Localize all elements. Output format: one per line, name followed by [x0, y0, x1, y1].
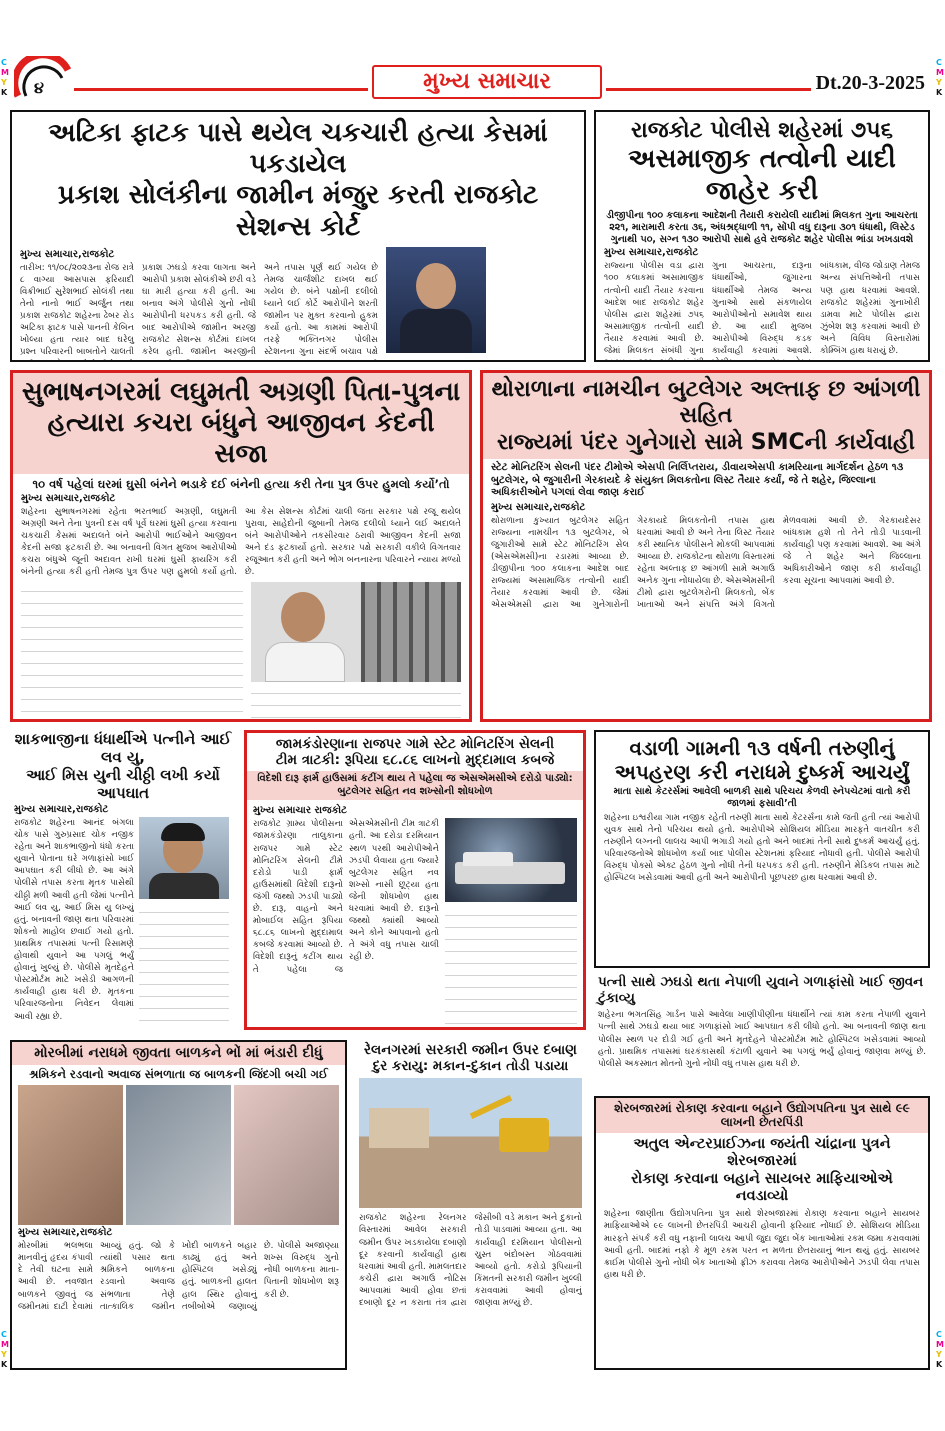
- story-body: રાજકોટ ગ્રામ્ય પોલીસના જામકંડોરણા તાલુકાના રાજપર ગામે સ્ટેટ મોનિટરિંગ સેલની ટીમે દરોડો પાડી ફાર્મ હાઉસમાંથી વિદેશી દારૂનો જંગી જથ્થો ઝડપી પાડ્યો છે. દારૂ, વાહનો અને મોબાઈલ સહિત રૂપિયા ૬૮.૮૬ લાખનો મુદ્દામાલ કબજે કરવામાં આવ્યો છે. વિદેશી દારૂનું કટીંગ થાય તે પહેલા જ એસએમસીની ટીમ ત્રાટકી હતી. આ દરોડા દરમિયાન સ્થળ પરથી આરોપીઓને ઝડપી લેવાયા હતા જ્યારે બુટલેગર સહિત નવ શખ્સો નાસી છૂટ્યા હતા જેની શોધખોળ હાથ ધરવામાં આવી છે. દારૂનો જથ્થો ક્યાંથી આવ્યો અને કોને આપવાનો હતો તે અંગે વધુ તપાસ ચાલી રહી છે.: [253, 819, 439, 975]
- story-body-continued: [386, 357, 576, 362]
- story-headline: રાજકોટ પોલીસે શહેરમાં ૭૫૬: [631, 118, 893, 143]
- story-headline: જામકંડોરણાના રાજપર ગામે સ્ટેટ મોનિટરિંગ સેલની: [275, 736, 555, 752]
- page-masthead: [10, 64, 935, 102]
- lawyer-portrait-photo: [386, 247, 486, 353]
- cmyk-marks-bottom-left: [1, 1330, 9, 1370]
- section-title: મુખ્ય સમાચાર: [372, 65, 602, 99]
- story-body-continued: [139, 903, 229, 1030]
- story-body: રાજ્યના પોલીસ વડા દ્વારા ૧૦૦ કલાકમાં અસામાજીક તત્વોની યાદી તૈયાર કરવાના આદેશ બાદ રાજકોટ શહેર પોલીસ દ્વારા શહેરમાં ૭૫૬ અસામાજીક તત્વોની યાદી તૈયાર કરવામાં આવી છે. જેમાં મિલકત સંબંધી ગુના ગુના આચરતા, દારૂના ધંધાર્થીઓ, જુગારના ધંધાર્થીઓ તેમજ અન્ય ગુનાઓ સાથે સંકળાયેલ આરોપીઓનો સમાવેશ થાય છે. આ યાદી મુજબ આરોપીઓ વિરુદ્ધ કડક કાર્યવાહી કરવામાં આવશે. બાંધકામ, વીજ જોડાણ તેમજ અન્ય સંપત્તિઓની તપાસ પણ હાથ ધરવામાં આવશે. રાજકોટ શહેરમાં ગુનાખોરી ડામવા માટે પોલીસ દ્વારા ઝુંબેશ શરૂ કરવામાં આવી છે અને વિવિધ વિસ્તારોમાં કોમ્બિંગ હાથ ધરાયું છે.: [604, 261, 920, 357]
- story-subheadline: વિદેશી દારૂ ફાર્મ હાઉસમાં કટીંગ થાય તે પહેલા જ એસએમસીએ દરોડો પાડ્યો: બુટલેગર સહિત નવ શખ્સોની શોધખોળ: [257, 773, 573, 797]
- story-subheadline: માતા સાથે કેટરર્સમાં આવેલી બાળકી સાથે પરિચય કેળવી સ્નેપચેટમાં વાતો કરી જાળમાં ફસાવી’તી: [613, 786, 911, 809]
- story-headline: ટીમ ત્રાટકી: રૂપિયા ૬૮.૮૬ લાખનો મુદ્દામાલ કબજે: [275, 752, 555, 769]
- story-body-continued: [251, 684, 461, 722]
- story-body: શહેરના સુભાષનગરમાં રહેતા ભરતભાઈ અગ્રણી, લઘુમતી અગ્રણી અને તેના પુત્રની દસ વર્ષ પૂર્વે ઘરમાં ઘુસી હત્યા કરવાના ચકચારી કેસમાં અદાલતે બંને આરોપી ભાઈઓને આજીવન કેદની સજા ફટકારી છે. આ બનાવની વિગત મુજબ આરોપીઓ કચરા બંધુએ જૂની અદાવત રાખી ઘરમાં ઘુસી ફાયરિંગ કરી બંનેની હત્યા કરી હતી તેમજ પુત્ર ઉપર પણ હુમલો કર્યો હતો. આ કેસ સેશન્સ કોર્ટમાં ચાલી જતા સરકાર પક્ષે રજૂ થયેલ પુરાવા, સાહેદોની જુબાની તેમજ દલીલો ધ્યાને લઈ અદાલતે બંને આરોપીઓને તકસીરવાર ઠરાવી આજીવન કેદની સજા અને દંડ ફટકાર્યો હતો. સરકાર પક્ષે સરકારી વકીલે વિગતવાર રજૂઆત કરી હતી અને ભોગ બનનારના પરિવારને ન્યાય મળ્યો છે.: [21, 506, 461, 578]
- story-byline: મુખ્ય સમાચાર,રાજકોટ: [491, 501, 586, 513]
- story-morbi-infant-buried: [10, 1040, 347, 1370]
- cmyk-y: Y: [936, 78, 942, 87]
- story-headline: વડાળી ગામની ૧૩ વર્ષની તરુણીનું: [629, 736, 895, 760]
- story-subheadline: સ્ટેટ મોનિટરિંગ સેલની પંદર ટીમોએ એસપી નિર્લિપ્તરાય, ડીવાયએસપી કામરિયાના માર્ગદર્શન હેઠળ ૧૩ બુટલેગર, બે જુગારીની ગેરકાયદે કે સંયુક્ત મિલકતોના લિસ્ટ તૈયાર કર્યાં, જે તે શહેર, જિલ્લાના અધિકારીઓને પગલાં લેવા જાણ કરાઈ: [491, 462, 904, 499]
- story-atika-murder-bail: [10, 110, 586, 362]
- story-body: તારીખ: ૧૧/૦૮/૨૦૨૩ના રોજ રાત્રે ૮ વાગ્યા આસપાસ ફરિયાદી વિક્રીભાઈ સુરેશભાઈ સોલંકી તથા તેનો નાનો ભાઈ અર્જુન તથા પ્રકાશ રાજકોટ શહેરના ઢેબર રોડ અટિકા ફાટક પાસે પાનની કેબિન ખોલ્યા હતા ત્યાર બાદ ઘરેલુ પ્રશ્ન પરિવારની બાબતોને ચાલતી પ્રકાશ ઝઘડો કરવા લાગતા અને આરોપી પ્રકાશ સોલંકીએ છરી વડે ઘા મારી હત્યા કરી હતી. આ બનાવ અંગે પોલીસે ગુનો નોંધી આરોપીની ધરપકડ કરી હતી. જે બાદ આરોપીએ જામીન અરજી રાજકોટ સેશન્સ કોર્ટમાં દાખલ કરેલ હતી. જામીન અરજીની અને તપાસ પૂર્ણ થઈ ગયેલ છે તેમજ ચાર્જશીટ દાખલ થઈ ગયેલ છે. બંને પક્ષોની દલીલો ધ્યાને લઈ કોર્ટે આરોપીને શરતી જામીન પર મુક્ત કરવાનો હુકમ કર્યો હતો. આ કામમાં આરોપી તરફે ભક્તિનગર પોલીસ સ્ટેશનના ગુના સંદર્ભે બચાવ પક્ષે: [20, 262, 378, 358]
- cmyk-y: Y: [936, 1350, 942, 1359]
- story-byline: મુખ્ય સમાચાર,રાજકોટ: [18, 1227, 113, 1239]
- story-body: રાજકોટ શહેરના આનંદ બંગલા ચોક પાસે ગુરુપ્રસાદ ચોક નજીક રહેતા અને શાકભાજીનો ધંધો કરતા યુવાને પોતાના ઘરે ગળાફાંસો ખાઈ આપઘાત કરી લીધો છે. આ અંગે પોલીસે તપાસ કરતા મૃતક પાસેથી ચીઠ્ઠી મળી આવી હતી જેમાં પત્નીને આઈ લવ યુ, આઈ મિસ યુ લખ્યું હતું. બનાવની જાણ થતા પરિવારમાં શોકનો માહોલ છવાઈ ગયો હતો. પ્રાથમિક તપાસમાં પત્ની રિસામણે હોવાથી યુવાને આ પગલું ભર્યું હોવાનું ખુલ્યું છે. પોલીસે મૃતદેહને પોસ્ટમોર્ટમ માટે ખસેડી આગળની કાર્યવાહી હાથ ધરી છે. મૃતકના પરિવારજનોના નિવેદન લેવામાં આવી રહ્યા છે.: [14, 818, 134, 1022]
- cmyk-marks-bottom-right: [936, 1330, 944, 1370]
- issue-date: Dt.20-3-2025: [815, 72, 925, 94]
- cmyk-marks-top-left: [1, 58, 9, 98]
- story-headline: રાજ્યમાં પંદર ગુનેગારો સામે SMCની કાર્યવાહી: [497, 429, 915, 455]
- story-headline: અપહરણ કરી નરાધમે દુષ્કર્મ આચર્યું: [614, 760, 910, 784]
- story-headline: આઈ મિસ યુની ચીઠ્ઠી લખી કર્યો આપઘાત: [26, 766, 220, 802]
- story-nepali-youth-suicide: [594, 972, 930, 1092]
- cmyk-m: M: [936, 1340, 944, 1349]
- story-subheadline: રોકાણ કરવાના બહાને સાયબર માફિયાઓએ નવડાવ્યો: [631, 1170, 893, 1204]
- cmyk-k: K: [936, 88, 943, 97]
- story-railnagar-demolition: [355, 1040, 586, 1370]
- story-headline: સુભાષનગરમાં લઘુમતી અગ્રણી પિતા-પુત્રના: [21, 377, 461, 407]
- story-subheadline: ડીજીપીના ૧૦૦ કલાકના આદેશની તૈયારી કરાયેલી યાદીમાં મિલકત ગુના આચરતા ૨૨૧, મારામારી કરતા ૩૬, અંધશ્રદ્ધાળી ૧૧, સોંપી વધુ દારૂના ૩૦૧ ધંધાથી, લિસ્ટેડ ગુનાથી ૫૦, સગ્ન ૧૩૦ આરોપી સાથે હવે રાજકોટ શહેર પોલીસ ભાંડા ખખડાવશે: [606, 209, 918, 245]
- cmyk-m: M: [1, 1340, 9, 1349]
- story-body: શહેરના ઇશ્વરીયા ગામ નજીક રહેતી તરુણી માતા સાથે કેટરર્સના કામે જતી હતી ત્યાં આરોપી યુવક સાથે તેનો પરિચય થયો હતો. આરોપીએ સોશિયલ મીડિયા મારફતે વાતચીત કરી તરુણીને લગ્નની લાલચ આપી ભગાડી ગયો હતો અને બાદમાં તેની સાથે દુષ્કર્મ આચર્યું હતું. પરિવારજનોએ શોધખોળ કર્યા બાદ પોલીસ સ્ટેશનમાં ફરિયાદ નોંધાવી હતી. પોલીસે આરોપી વિરુદ્ધ પોક્સો એક્ટ હેઠળ ગુનો નોંધી તેની ધરપકડ કરી હતી. તરુણીને મેડિકલ તપાસ માટે હોસ્પિટલ ખસેડવામાં આવી હતી અને આરોપીની પૂછપરછ હાથ ધરવામાં આવી છે.: [604, 812, 920, 884]
- story-subheadline: અતુલ એન્ટરપ્રાઈઝના જયંતી ચાંદ્રાના પુત્રને શેરબજારમાં: [633, 1135, 891, 1170]
- story-vegetable-vendor-suicide: [10, 730, 236, 1030]
- story-headline: થોરાળાના નામચીન બુટલેગર અલ્તાફ છ આંગળી સહિત: [491, 377, 921, 429]
- story-subheadline: ૧૦ વર્ષ પહેલાં ઘરમાં ઘુસી બંનેને ભડાકે દઈ બંનેની હત્યા કરી તેના પુત્ર ઉપર હુમલો કર્યો’તો: [32, 476, 450, 491]
- story-headline: અસમાજીક તત્વોની યાદી જાહેર કરી: [628, 144, 896, 206]
- accused-and-jail-photo: [251, 582, 461, 682]
- cmyk-y: Y: [1, 78, 7, 87]
- story-vadali-girl-abduction: [594, 730, 930, 968]
- cmyk-k: K: [1, 1360, 8, 1369]
- story-headline: મોરબીમાં નરાધમે જીવતા બાળકને ભોં માં ભંડારી દીધું: [34, 1045, 323, 1061]
- story-headline: દુર કરાયુ: મકાન-દુકાન તોડી પડાયા: [372, 1058, 569, 1075]
- page-number: ૪: [34, 78, 44, 97]
- story-body: થોરાળાના કુખ્યાત બુટલેગર સહિત રાજ્યના નામચીન ૧૩ બુટલેગર, બે જુગારીઓ સામે સ્ટેટ મોનિટરિંગ સેલ (એસએમસી)ના રડારમાં આવ્યા છે. ડીજીપીના ૧૦૦ કલાકના આદેશ બાદ રાજ્યમાં અસામાજિક તત્વોની યાદી તૈયાર કરવામાં આવી છે. જેમાં એસએમસી દ્વારા આ ગુનેગારોની ગેરકાયદે મિલકતોની તપાસ હાથ ધરવામાં આવી છે અને તેના લિસ્ટ તૈયાર કરી સ્થાનિક પોલીસને મોકલી આપવામાં આવ્યા છે. રાજકોટના થોરાળા વિસ્તારમાં રહેતા અલ્તાફ છ આંગળી સામે અગાઉ અનેક ગુના નોંધાયેલા છે. એસએમસીની ટીમો દ્વારા બુટલેગરોની મિલકતો, બેંક ખાતાઓ અને સંપત્તિ અંગે વિગતો મેળવવામાં આવી છે. ગેરકાયદેસર બાંધકામ હશે તો તેને તોડી પાડવાની કાર્યવાહી પણ કરવામાં આવશે. આ અંગે જે તે શહેર અને જિલ્લાના અધિકારીઓને જાણ કરી કાર્યવાહી કરવા સૂચના આપવામાં આવી છે.: [491, 515, 921, 611]
- story-byline: મુખ્ય સમાચાર રાજકોટ: [253, 805, 347, 817]
- cmyk-marks-top-right: [936, 58, 944, 98]
- story-body: રાજકોટ શહેરના રેલનગર વિસ્તારમાં આવેલ સરકારી જમીન ઉપર ખડકાયેલા દબાણો દૂર કરવાની કાર્યવાહી હાથ ધરવામાં આવી હતી. મામલતદાર કચેરી દ્વારા અગાઉ નોટિસ આપવામાં આવી હોવા છતાં દબાણો દૂર ન કરાતા તંત્ર દ્વારા જેસીબી વડે મકાન અને દુકાનો તોડી પાડવામાં આવ્યા હતા. આ કાર્યવાહી દરમિયાન પોલીસનો ચુસ્ત બંદોબસ્ત ગોઠવવામાં આવ્યો હતો. કરોડો રૂપિયાની કિંમતની સરકારી જમીન ખુલ્લી કરાવવામાં આવી હોવાનું જાણવા મળ્યું છે.: [359, 1213, 582, 1309]
- story-byline: મુખ્ય સમાચાર,રાજકોટ: [20, 248, 115, 260]
- cmyk-y: Y: [1, 1350, 7, 1359]
- story-headline: શેરબજારમાં રોકાણ કરવાના બહાને ઉદ્યોગપતિના પુત્ર સાથે ૯૯ લાખની છેતરપિંડી: [614, 1101, 910, 1130]
- story-byline: મુખ્ય સમાચાર,રાજકોટ: [604, 247, 699, 259]
- cmyk-c: C: [1, 1330, 7, 1339]
- cmyk-c: C: [1, 58, 7, 67]
- story-subheadline: શ્રમિકને રડવાનો અવાજ સંભળાતા જ બાળકની જિંદગી બચી ગઈ: [29, 1066, 328, 1081]
- story-rajpar-liquor-raid: [244, 730, 586, 1030]
- rescued-infant-photo: [18, 1085, 339, 1225]
- story-stock-market-fraud: [594, 1096, 930, 1370]
- story-body-continued: [445, 906, 577, 1026]
- demolition-site-photo: [359, 1078, 582, 1208]
- story-byline: મુખ્ય સમાચાર,રાજકોટ: [14, 804, 109, 815]
- story-body: શહેરના જાણીતા ઉદ્યોગપતિના પુત્ર સાથે શેરબજારમાં રોકાણ કરવાના બહાને સાયબર માફિયાઓએ ૯૯ લાખની છેતરપિંડી આચરી હોવાની ફરિયાદ નોંધાઈ છે. સોશિયલ મીડિયા મારફતે સંપર્ક કરી વધુ નફાની લાલચ આપી જુદા જુદા બેંક ખાતાઓમાં રકમ જમા કરાવવામાં આવી હતી. બાદમાં નફો કે મૂળ રકમ પરત ન મળતા છેતરાયાનું ભાન થયું હતું. સાયબર ક્રાઈમ પોલીસે ગુનો નોંધી બેંક ખાતાઓ ફ્રીઝ કરાવવા તેમજ આરોપીઓને ઝડપી લેવા તપાસ હાથ ધરી છે.: [604, 1209, 920, 1280]
- cmyk-k: K: [936, 1360, 943, 1369]
- story-body: શહેરના ભગતસિંહ ગાર્ડન પાસે આવેલા ખાણીપીણીના ધંધાર્થીને ત્યાં કામ કરતા નેપાળી યુવાને પત્ની સાથે ઝઘડો થયા બાદ ગળાફાંસો ખાઈ આપઘાત કરી લીધો હતો. આ બનાવની જાણ થતા પોલીસ સ્થળ પર દોડી ગઈ હતી અને મૃતદેહને પોસ્ટમોર્ટમ માટે હોસ્પિટલ ખસેડવામાં આવ્યો હતો. પ્રાથમિક તપાસમાં ઘરકંકાસથી કંટાળી યુવાને આ પગલું ભર્યું હોવાનું જાણવા મળ્યું છે. પોલીસે અકસ્માત મોતનો ગુનો નોંધી વધુ તપાસ હાથ ધરી છે.: [598, 1010, 926, 1069]
- cmyk-m: M: [1, 68, 9, 77]
- cmyk-k: K: [1, 88, 8, 97]
- cmyk-m: M: [936, 68, 944, 77]
- story-headline: હત્યારા કચરા બંધુને આજીવન કેદની સજા: [47, 408, 435, 470]
- story-subhashnagar-life-sentence: [10, 370, 472, 722]
- story-headline: રેલનગરમાં સરકારી જમીન ઉપર દબાણ: [364, 1042, 577, 1058]
- cmyk-c: C: [936, 1330, 942, 1339]
- story-smc-bootleggers-action: [480, 370, 932, 722]
- masthead-rule-right: [606, 88, 811, 91]
- story-headline: પત્ની સાથે ઝઘડો થતા નેપાળી યુવાને ગળાફાંસો ખાઈ જીવન ટુંકાવ્યુ: [598, 974, 924, 1007]
- story-byline: મુખ્ય સમાચાર,રાજકોટ: [21, 492, 116, 504]
- story-rajkot-756-list: [594, 110, 930, 362]
- masthead-rule-left: [74, 88, 368, 91]
- victim-portrait-photo: [139, 817, 229, 899]
- story-headline: પ્રકાશ સોલંકીના જામીન મંજુર કરતી રાજકોટ સેશન્સ કોર્ટ: [57, 180, 539, 242]
- story-headline: અટિકા ફાટક પાસે થયેલ ચકચારી હત્યા કેસમાં પકડાયેલ: [48, 118, 548, 180]
- story-body-continued: [21, 582, 243, 722]
- story-headline: શાકભાજીના ધંધાર્થીએ પત્નીને આઈ લવ યુ,: [14, 730, 232, 766]
- cmyk-c: C: [936, 58, 942, 67]
- police-raid-night-photo: [445, 818, 577, 902]
- story-body: મોરબીમાં ભલભલા માનવીનું હૃદય કંપાવી દે તેવી ઘટના સામે આવી છે. નવજાત બાળકને જીવતું જ જમીનમાં દાટી દેવામાં આવ્યું હતું. જો કે ત્યાંથી પસાર થતા શ્રમિકને બાળકના રડવાનો અવાજ સંભળાતા તેણે તાત્કાલિક જમીન ખોદી બાળકને બહાર કાઢ્યું હતું અને હોસ્પિટલ ખસેડ્યું હતું. બાળકની હાલત હાલ સ્થિર હોવાનું તબીબોએ જણાવ્યું છે. પોલીસે અજાણ્યા શખ્સ વિરુદ્ધ ગુનો નોંધી બાળકના માતા-પિતાની શોધખોળ શરૂ કરી છે.: [18, 1241, 339, 1312]
